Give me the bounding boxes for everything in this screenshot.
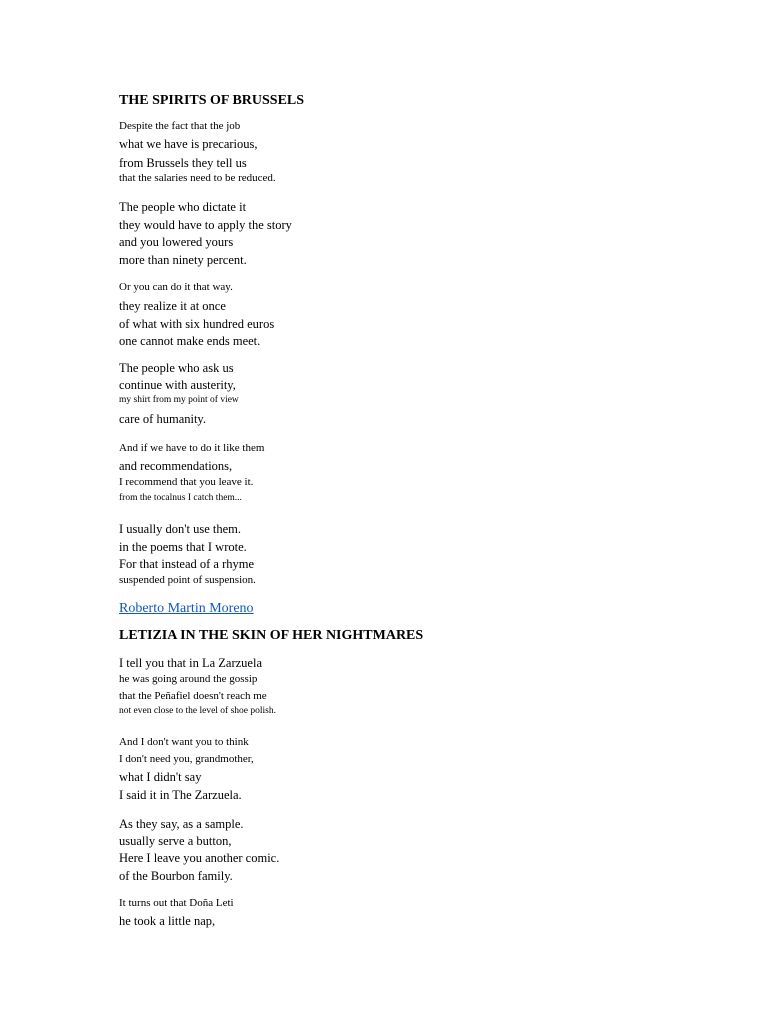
poem-line: that the salaries need to be reduced. <box>119 172 276 184</box>
poem-line: Or you can do it that way. <box>119 281 233 293</box>
stanza <box>119 521 256 588</box>
author-link[interactable]: Roberto Martin Moreno <box>119 601 254 616</box>
poem-line: more than ninety percent. <box>119 253 247 267</box>
poem-line: and recommendations, <box>119 459 233 473</box>
poem-line: not even close to the level of shoe polish. <box>119 706 276 716</box>
poem-line: of what with six hundred euros <box>119 317 275 331</box>
poem-line: suspended point of suspension. <box>119 574 256 586</box>
poem-line: care of humanity. <box>119 412 206 426</box>
stanza <box>119 360 239 428</box>
poem-line: what we have is precarious, <box>119 137 258 151</box>
stanza <box>119 280 274 350</box>
poem-line: in the poems that I wrote. <box>119 540 247 554</box>
poem-line: from the tocalnus I catch them... <box>119 493 242 503</box>
poem-line: The people who ask us <box>119 361 234 375</box>
poem-line: I tell you that in La Zarzuela <box>119 656 262 670</box>
poem-line: I recommend that you leave it. <box>119 476 254 488</box>
stanza <box>119 119 276 186</box>
poem-line: For that instead of a rhyme <box>119 557 255 571</box>
stanza <box>119 896 234 930</box>
poem-line: he was going around the gossip <box>119 673 258 685</box>
poem-line: I don't need you, grandmother, <box>119 753 254 765</box>
poem-line: that the Peñafiel doesn't reach me <box>119 690 267 702</box>
poem-line: The people who dictate it <box>119 200 247 214</box>
poem-line: and you lowered yours <box>119 235 234 249</box>
poem-line: continue with austerity, <box>119 378 236 392</box>
poem-line: Here I leave you another comic. <box>119 851 280 865</box>
stanza <box>119 735 254 804</box>
stanza <box>119 199 292 269</box>
poem-line: of the Bourbon family. <box>119 869 233 883</box>
poem-line: from Brussels they tell us <box>119 156 247 170</box>
poem-line: they would have to apply the story <box>119 218 292 232</box>
poem-line: I said it in The Zarzuela. <box>119 788 242 802</box>
poem-line: what I didn't say <box>119 770 202 784</box>
stanza <box>119 816 279 885</box>
poem-line: they realize it at once <box>119 299 226 313</box>
poem-line: I usually don't use them. <box>119 522 242 536</box>
stanza <box>119 441 264 505</box>
poem-line: As they say, as a sample. <box>119 817 244 831</box>
poem-line: Despite the fact that the job <box>119 120 241 132</box>
poem-line: It turns out that Doña Leti <box>119 897 234 909</box>
poem-line: my shirt from my point of view <box>119 395 239 405</box>
poem-title: THE SPIRITS OF BRUSSELS <box>119 93 305 108</box>
poem-line: And I don't want you to think <box>119 736 249 748</box>
stanza <box>119 655 276 718</box>
poem-line: And if we have to do it like them <box>119 442 265 454</box>
poem-line: usually serve a button, <box>119 834 232 848</box>
poem-line: he took a little nap, <box>119 914 216 928</box>
poem-title: LETIZIA IN THE SKIN OF HER NIGHTMARES <box>119 628 424 643</box>
poem-line: one cannot make ends meet. <box>119 334 261 348</box>
